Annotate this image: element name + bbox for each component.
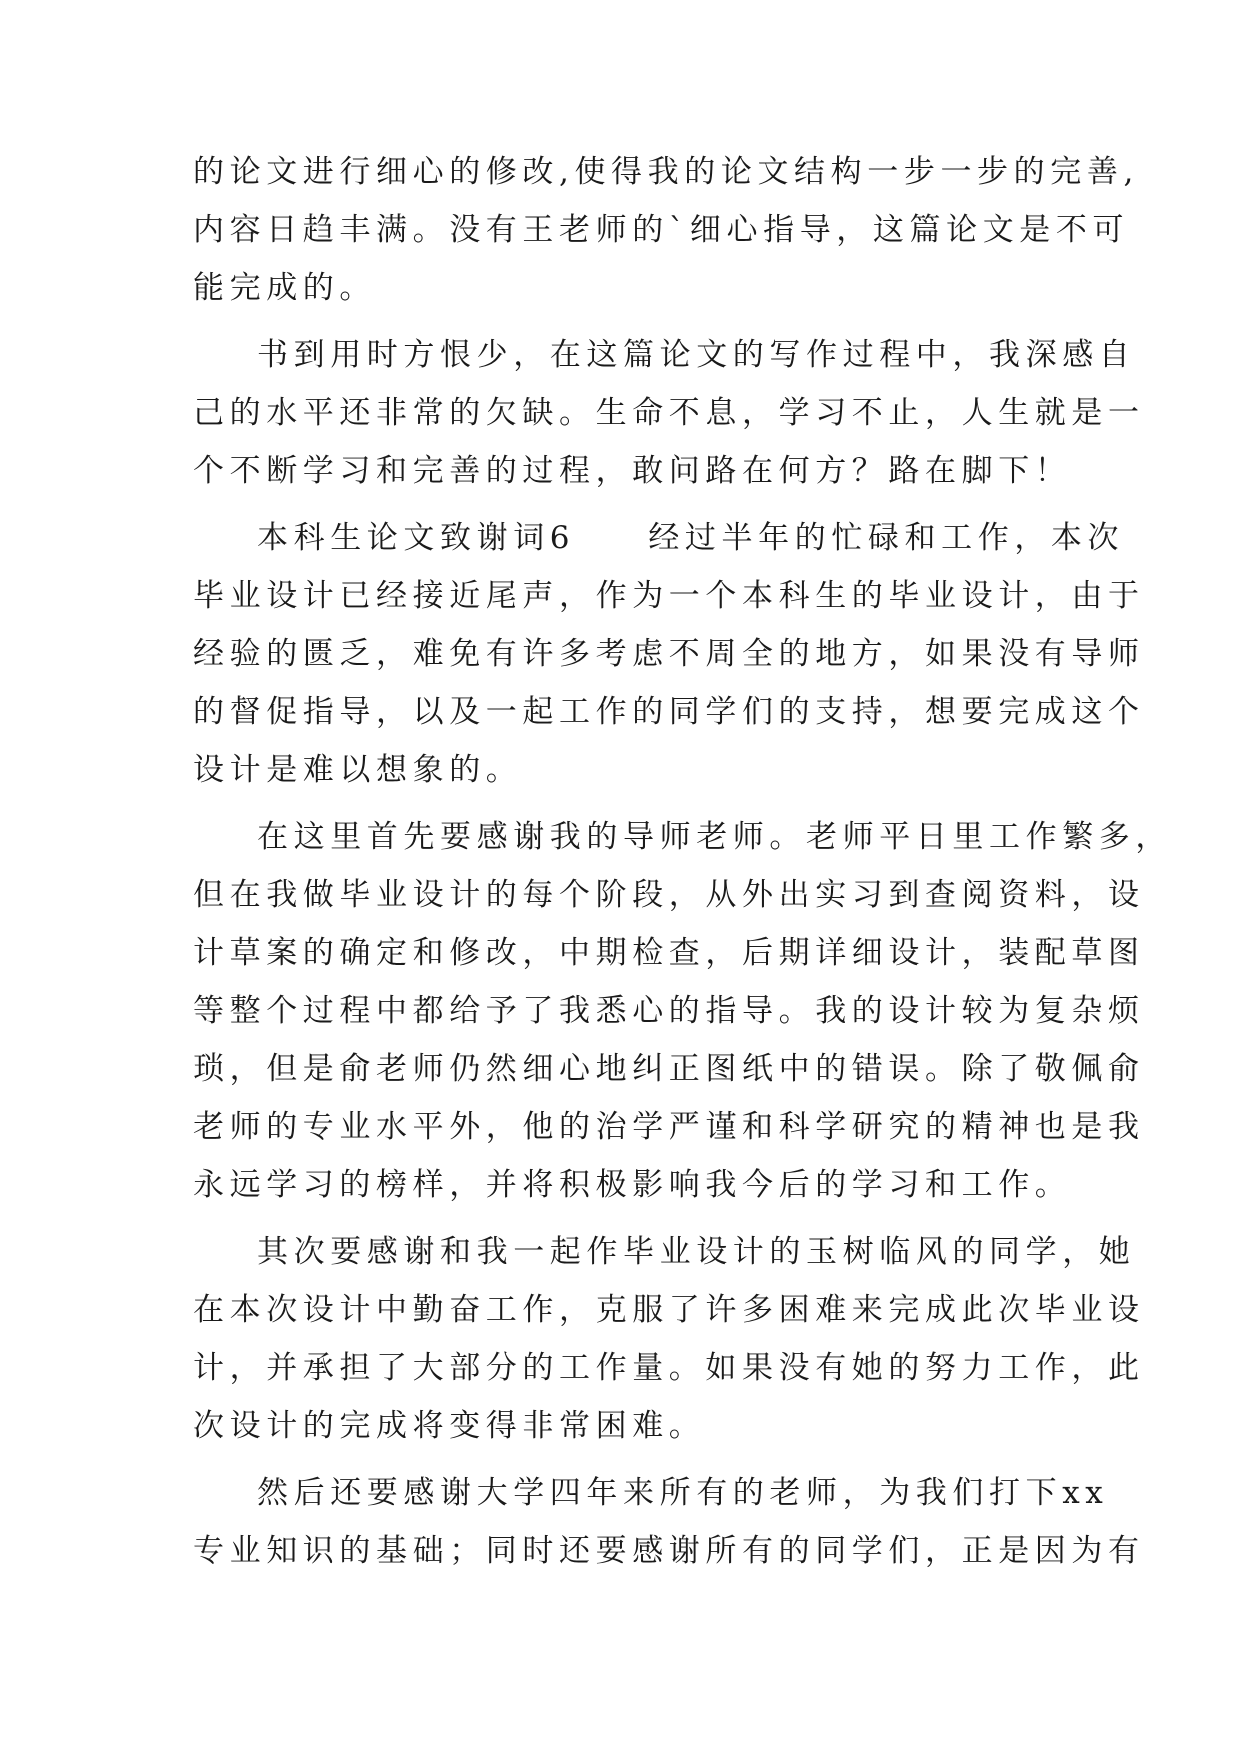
text-line: 但在我做毕业设计的每个阶段，从外出实习到查阅资料，设 <box>193 877 1145 913</box>
text-line: 然后还要感谢大学四年来所有的老师，为我们打下xx <box>257 1475 1109 1511</box>
text-line: 个不断学习和完善的过程，敢问路在何方？路在脚下！ <box>193 453 1072 489</box>
text-line: 琐，但是俞老师仍然细心地纠正图纸中的错误。除了敬佩俞 <box>193 1051 1145 1087</box>
section-heading-line: 本科生论文致谢词6 经过半年的忙碌和工作，本次 <box>257 520 1125 556</box>
text-line: 在本次设计中勤奋工作，克服了许多困难来完成此次毕业设 <box>193 1292 1145 1328</box>
text-line: 毕业设计已经接近尾声，作为一个本科生的毕业设计，由于 <box>193 578 1145 614</box>
text-line: 专业知识的基础；同时还要感谢所有的同学们，正是因为有 <box>193 1533 1145 1569</box>
text-line: 老师的专业水平外，他的治学严谨和科学研究的精神也是我 <box>193 1109 1145 1145</box>
text-line: 设计是难以想象的。 <box>193 752 523 788</box>
text-line: 己的水平还非常的欠缺。生命不息，学习不止，人生就是一 <box>193 395 1145 431</box>
text-line: 在这里首先要感谢我的导师老师。老师平日里工作繁多， <box>257 819 1172 855</box>
text-line: 的论文进行细心的修改,使得我的论文结构一步一步的完善, <box>193 154 1139 190</box>
text-line: 书到用时方恨少，在这篇论文的写作过程中，我深感自 <box>257 337 1136 373</box>
text-line: 次设计的完成将变得非常困难。 <box>193 1408 706 1444</box>
text-line: 经验的匮乏，难免有许多考虑不周全的地方，如果没有导师 <box>193 636 1145 672</box>
text-line: 计，并承担了大部分的工作量。如果没有她的努力工作，此 <box>193 1350 1145 1386</box>
text-line: 计草案的确定和修改，中期检查，后期详细设计，装配草图 <box>193 935 1145 971</box>
text-line: 内容日趋丰满。没有王老师的`细心指导，这篇论文是不可 <box>193 212 1130 248</box>
text-line: 能完成的。 <box>193 270 376 306</box>
text-line: 永远学习的榜样，并将积极影响我今后的学习和工作。 <box>193 1167 1072 1203</box>
text-line: 等整个过程中都给予了我悉心的指导。我的设计较为复杂烦 <box>193 993 1145 1029</box>
text-line: 的督促指导，以及一起工作的同学们的支持，想要完成这个 <box>193 694 1145 730</box>
text-line: 其次要感谢和我一起作毕业设计的玉树临风的同学，她 <box>257 1234 1136 1270</box>
